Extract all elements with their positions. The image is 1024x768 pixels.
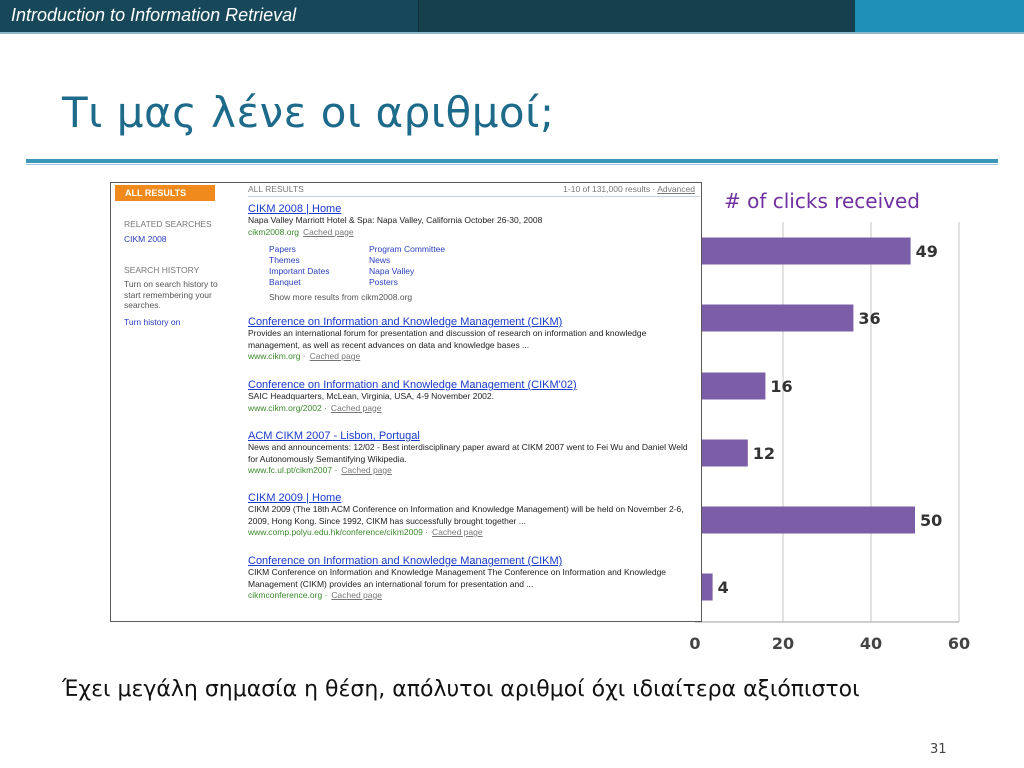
result-url-line	[248, 227, 693, 237]
result-title[interactable]: CIKM 2008 | Home	[248, 203, 342, 215]
cached-page-link[interactable]: Cached page	[331, 590, 382, 600]
serp-sidebar	[111, 183, 226, 621]
x-tick-label: 60	[947, 634, 971, 653]
result-title[interactable]: Conference on Information and Knowledge Management (CIKM)	[248, 316, 563, 328]
result-count-text: 1-10 of 131,000 results ·	[563, 184, 658, 194]
search-result	[248, 492, 693, 537]
bar-value-label: 49	[915, 242, 938, 261]
sidebar-all-results[interactable]: ALL RESULTS	[115, 185, 215, 201]
advanced-link[interactable]: Advanced	[657, 184, 695, 194]
chart-title: # of clicks received	[724, 189, 920, 213]
page-number: 31	[930, 742, 947, 757]
result-title[interactable]: Conference on Information and Knowledge Management (CIKM)	[248, 555, 563, 567]
result-url-line	[248, 351, 693, 361]
sitelink[interactable]: Napa Valley	[369, 266, 415, 276]
cached-page-link[interactable]: Cached page	[309, 351, 361, 361]
bar	[695, 238, 911, 265]
slide-title: Τι μας λένε οι αριθμοί;	[62, 88, 555, 137]
search-result	[248, 430, 693, 475]
result-title[interactable]: CIKM 2009 | Home	[248, 492, 342, 504]
search-results-screenshot	[110, 182, 702, 622]
course-title: Introduction to Information Retrieval	[11, 5, 297, 25]
search-result	[248, 316, 693, 361]
search-result	[248, 379, 693, 413]
result-snippet: Provides an international forum for presentation and discussion of research on information and knowledge management, as well as recent advances on data and knowledge bases ...	[248, 328, 647, 350]
sitelink[interactable]: Banquet	[269, 277, 301, 287]
x-tick-label: 20	[771, 634, 795, 653]
sitelink[interactable]: Program Committee	[369, 244, 446, 254]
cached-page-link[interactable]: Cached page	[330, 402, 382, 413]
search-history-heading: SEARCH HISTORY	[124, 265, 200, 275]
result-url: www.fc.ul.pt/cikm2007 ·	[248, 465, 338, 475]
sitelink[interactable]: Papers	[269, 244, 296, 254]
result-url: www.cikm.org ·	[248, 351, 306, 361]
result-snippet: News and announcements: 12/02 - Best interdisciplinary paper award at CIKM 2007 went to Fei Wu and Daniel Weld for Autonomously Semantifying Wikipedia.	[248, 442, 688, 464]
related-searches-heading: RELATED SEARCHES	[124, 219, 212, 229]
result-url: www.cikm.org/2002 ·	[248, 402, 327, 413]
bar-value-label: 16	[770, 377, 793, 396]
sitelink[interactable]: News	[369, 255, 391, 265]
result-url-line	[248, 590, 693, 600]
result-title[interactable]: ACM CIKM 2007 - Lisbon, Portugal	[248, 430, 420, 442]
x-tick-label: 0	[689, 634, 701, 653]
search-result	[248, 555, 693, 600]
serp-header-rule	[248, 196, 700, 197]
serp-result-count	[563, 184, 695, 194]
turn-history-on-link[interactable]: Turn history on	[124, 317, 181, 327]
slide-body-text: Έχει μεγάλη σημασία η θέση, απόλυτοι αριθμοί όχι ιδιαίτερα αξιόπιστοι	[62, 677, 860, 702]
sitelinks-more[interactable]: Show more results from cikm2008.org	[269, 292, 413, 302]
cached-page-link[interactable]: Cached page	[303, 226, 354, 237]
sitelink[interactable]: Posters	[369, 277, 398, 287]
result-url-line	[248, 527, 693, 537]
serp-header-all-results: ALL RESULTS	[248, 184, 304, 194]
search-history-text: Turn on search history to start remembering your searches.	[124, 279, 218, 310]
result-snippet: CIKM 2009 (The 18th ACM Conference on Information and Knowledge Management) will be held on November 2-6, 2009, Hong Kong. Since 1992, CIKM has successfully brought together ...	[248, 504, 684, 526]
bar	[695, 440, 748, 467]
bar	[695, 507, 915, 534]
cached-page-link[interactable]: Cached page	[341, 465, 392, 475]
result-url: cikm2008.org	[248, 226, 300, 237]
bar-value-label: 50	[920, 511, 943, 530]
result-snippet: CIKM Conference on Information and Knowledge Management The Conference on Information and Knowledge Management (CIKM) provides an international forum for presentation and ...	[248, 567, 667, 589]
result-title[interactable]: Conference on Information and Knowledge Management (CIKM'02)	[248, 379, 577, 391]
related-search-link[interactable]: CIKM 2008	[124, 234, 167, 244]
sitelink[interactable]: Themes	[269, 255, 300, 265]
bar	[695, 373, 765, 400]
result-snippet: Napa Valley Marriott Hotel & Spa: Napa Valley, California October 26-30, 2008	[248, 215, 543, 225]
serp-header	[248, 184, 698, 196]
result-url: cikmconference.org ·	[248, 590, 328, 600]
result-url: www.comp.polyu.edu.hk/conference/cikm2009 ·	[248, 527, 429, 537]
search-result	[248, 203, 693, 237]
bar-value-label: 12	[752, 444, 776, 463]
bar-value-label: 4	[717, 578, 729, 597]
cached-page-link[interactable]: Cached page	[432, 527, 483, 537]
result-snippet: SAIC Headquarters, McLean, Virginia, USA, 4-9 November 2002.	[248, 391, 494, 401]
result-url-line	[248, 465, 693, 475]
sitelink[interactable]: Important Dates	[269, 266, 330, 276]
bar	[695, 305, 853, 332]
result-url-line	[248, 403, 693, 413]
x-tick-label: 40	[859, 634, 883, 653]
bar-value-label: 36	[858, 309, 881, 328]
